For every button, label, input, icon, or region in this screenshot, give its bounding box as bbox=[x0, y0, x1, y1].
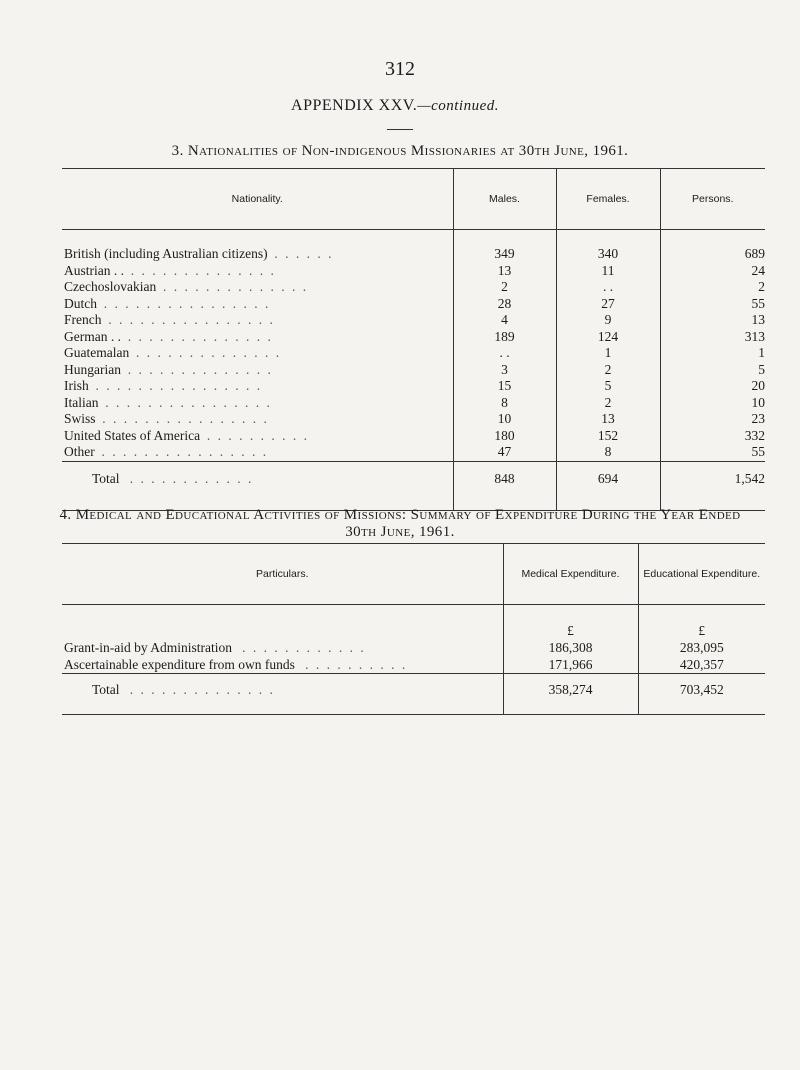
leader-dots: . . . . . . . . . . . . . . bbox=[135, 345, 282, 360]
table-row bbox=[62, 411, 765, 428]
header-persons: Persons. bbox=[660, 169, 765, 230]
leader-dots: . . . . . . . . . . . . . . . . bbox=[102, 411, 269, 426]
total-males: 848 bbox=[453, 461, 556, 498]
nationality-label: Italian bbox=[64, 394, 99, 410]
header-nationality: Nationality. bbox=[62, 169, 453, 230]
table-row bbox=[62, 362, 765, 379]
section4-title: 4. Medical and Educational Activities of Missions: Summary of Expenditure During the Year Ended 30th June, 1961. bbox=[59, 507, 741, 540]
leader-dots: . . . . . . . . . . . . . . . . bbox=[105, 394, 272, 410]
persons-value: 689 bbox=[660, 246, 765, 263]
leader-dots: . . . . . . . . . . . . . . bbox=[130, 262, 276, 278]
table-row bbox=[62, 395, 765, 412]
leader-dots: . . . . . . . . . . . . . . . . bbox=[101, 444, 269, 459]
males-value: 3 bbox=[453, 362, 556, 379]
leader-dots: . . . . . . . . . . . . . . bbox=[127, 361, 273, 377]
section3-title: 3. Nationalities of Non-indigenous Missionaries at 30th June, 1961. bbox=[171, 143, 629, 159]
females-value: 1 bbox=[556, 345, 660, 362]
females-value: 340 bbox=[556, 246, 660, 263]
males-value: 4 bbox=[453, 312, 556, 329]
leader-dots: . . . . . . . . . . . . bbox=[242, 640, 366, 655]
table-row bbox=[62, 246, 765, 263]
total-row: Total . . . . . . . . . . . . . . 358,274 703,452 bbox=[62, 674, 765, 705]
table-row bbox=[62, 312, 765, 329]
particulars-label: Grant-in-aid by Administration bbox=[64, 640, 232, 655]
table-row bbox=[62, 296, 765, 313]
females-value: 152 bbox=[556, 428, 660, 445]
table-row bbox=[62, 428, 765, 445]
table-header-row bbox=[62, 544, 765, 605]
table-row bbox=[62, 329, 765, 346]
page-number: 312 bbox=[385, 58, 415, 80]
nationality-label: French bbox=[64, 312, 102, 327]
persons-value: 1 bbox=[660, 345, 765, 362]
header-particulars: Particulars. bbox=[62, 544, 503, 605]
females-value: 2 bbox=[556, 395, 660, 412]
females-value: 9 bbox=[556, 312, 660, 329]
males-value: 180 bbox=[453, 428, 556, 445]
males-value: 28 bbox=[453, 296, 556, 313]
persons-value: 10 bbox=[660, 395, 765, 412]
particulars-label: Ascertainable expenditure from own funds bbox=[64, 657, 295, 672]
table-row bbox=[62, 345, 765, 362]
total-medical: 358,274 bbox=[503, 674, 638, 705]
leader-dots: . . . . . . bbox=[274, 246, 334, 261]
females-value: . . bbox=[556, 279, 660, 296]
header-females: Females. bbox=[556, 169, 660, 230]
table-row bbox=[62, 639, 765, 656]
persons-value: 24 bbox=[660, 263, 765, 280]
males-value: 15 bbox=[453, 378, 556, 395]
nationality-label: Irish bbox=[64, 378, 89, 393]
males-value: 8 bbox=[453, 395, 556, 412]
females-value: 27 bbox=[556, 296, 660, 313]
table-row bbox=[62, 656, 765, 674]
females-value: 2 bbox=[556, 362, 660, 379]
table-row bbox=[62, 279, 765, 296]
divider bbox=[387, 129, 413, 130]
leader-dots: . . . . . . . . . . bbox=[305, 657, 408, 672]
nationalities-table bbox=[62, 168, 765, 511]
females-value: 8 bbox=[556, 444, 660, 461]
appendix-label: APPENDIX XXV. bbox=[291, 97, 418, 114]
males-value: . . bbox=[453, 345, 556, 362]
persons-value: 23 bbox=[660, 411, 765, 428]
total-persons: 1,542 bbox=[660, 461, 765, 498]
nationality-label: Guatemalan bbox=[64, 345, 130, 360]
persons-value: 13 bbox=[660, 312, 765, 329]
nationality-label: Hungarian bbox=[64, 361, 121, 377]
header-medical: Medical Expenditure. bbox=[503, 544, 638, 605]
nationality-label: Austrian . . bbox=[64, 262, 124, 278]
nationality-label: Dutch bbox=[64, 295, 97, 311]
leader-dots: . . . . . . . . . . . . . . . . bbox=[95, 378, 263, 393]
nationality-label: Czechoslovakian bbox=[64, 279, 157, 294]
persons-value: 313 bbox=[660, 329, 765, 346]
leader-dots: . . . . . . . . . . bbox=[206, 427, 309, 443]
table-row bbox=[62, 263, 765, 280]
medical-value: 186,308 bbox=[503, 639, 638, 656]
females-value: 11 bbox=[556, 263, 660, 280]
total-row: Total . . . . . . . . . . . . 848 694 1,542 bbox=[62, 461, 765, 498]
nationality-label: British (including Australian citizens) bbox=[64, 246, 268, 261]
males-value: 10 bbox=[453, 411, 556, 428]
persons-value: 2 bbox=[660, 279, 765, 296]
table-row bbox=[62, 378, 765, 395]
persons-value: 55 bbox=[660, 444, 765, 461]
leader-dots: . . . . . . . . . . . . . . . . bbox=[108, 312, 275, 327]
header-males: Males. bbox=[453, 169, 556, 230]
females-value: 124 bbox=[556, 329, 660, 346]
leader-dots: . . . . . . . . . . . . . . bbox=[127, 328, 273, 344]
total-label: Total bbox=[92, 681, 120, 697]
males-value: 189 bbox=[453, 329, 556, 346]
appendix-heading bbox=[0, 97, 790, 115]
header-educational: Educational Expenditure. bbox=[638, 544, 765, 605]
total-educational: 703,452 bbox=[638, 674, 765, 705]
nationality-label: German . . bbox=[64, 328, 121, 344]
persons-value: 20 bbox=[660, 378, 765, 395]
nationality-label: Swiss bbox=[64, 411, 96, 426]
total-females: 694 bbox=[556, 461, 660, 498]
persons-value: 55 bbox=[660, 296, 765, 313]
nationality-label: United States of America bbox=[64, 427, 201, 443]
nationality-label: Other bbox=[64, 444, 95, 459]
table-header-row bbox=[62, 169, 765, 230]
persons-value: 5 bbox=[660, 362, 765, 379]
currency-symbol: £ bbox=[503, 622, 638, 639]
persons-value: 332 bbox=[660, 428, 765, 445]
females-value: 5 bbox=[556, 378, 660, 395]
currency-symbol: £ bbox=[638, 622, 765, 639]
males-value: 47 bbox=[453, 444, 556, 461]
expenditure-table bbox=[62, 543, 765, 715]
males-value: 2 bbox=[453, 279, 556, 296]
continued-label: —continued. bbox=[417, 98, 499, 114]
females-value: 13 bbox=[556, 411, 660, 428]
table-row bbox=[62, 444, 765, 461]
medical-value: 171,966 bbox=[503, 656, 638, 674]
educational-value: 420,357 bbox=[638, 656, 765, 674]
leader-dots: . . . . . . . . . . . . . . bbox=[162, 279, 309, 294]
total-label: Total bbox=[92, 471, 120, 487]
educational-value: 283,095 bbox=[638, 639, 765, 656]
males-value: 13 bbox=[453, 263, 556, 280]
males-value: 349 bbox=[453, 246, 556, 263]
leader-dots: . . . . . . . . . . . . . . . . bbox=[103, 295, 271, 311]
